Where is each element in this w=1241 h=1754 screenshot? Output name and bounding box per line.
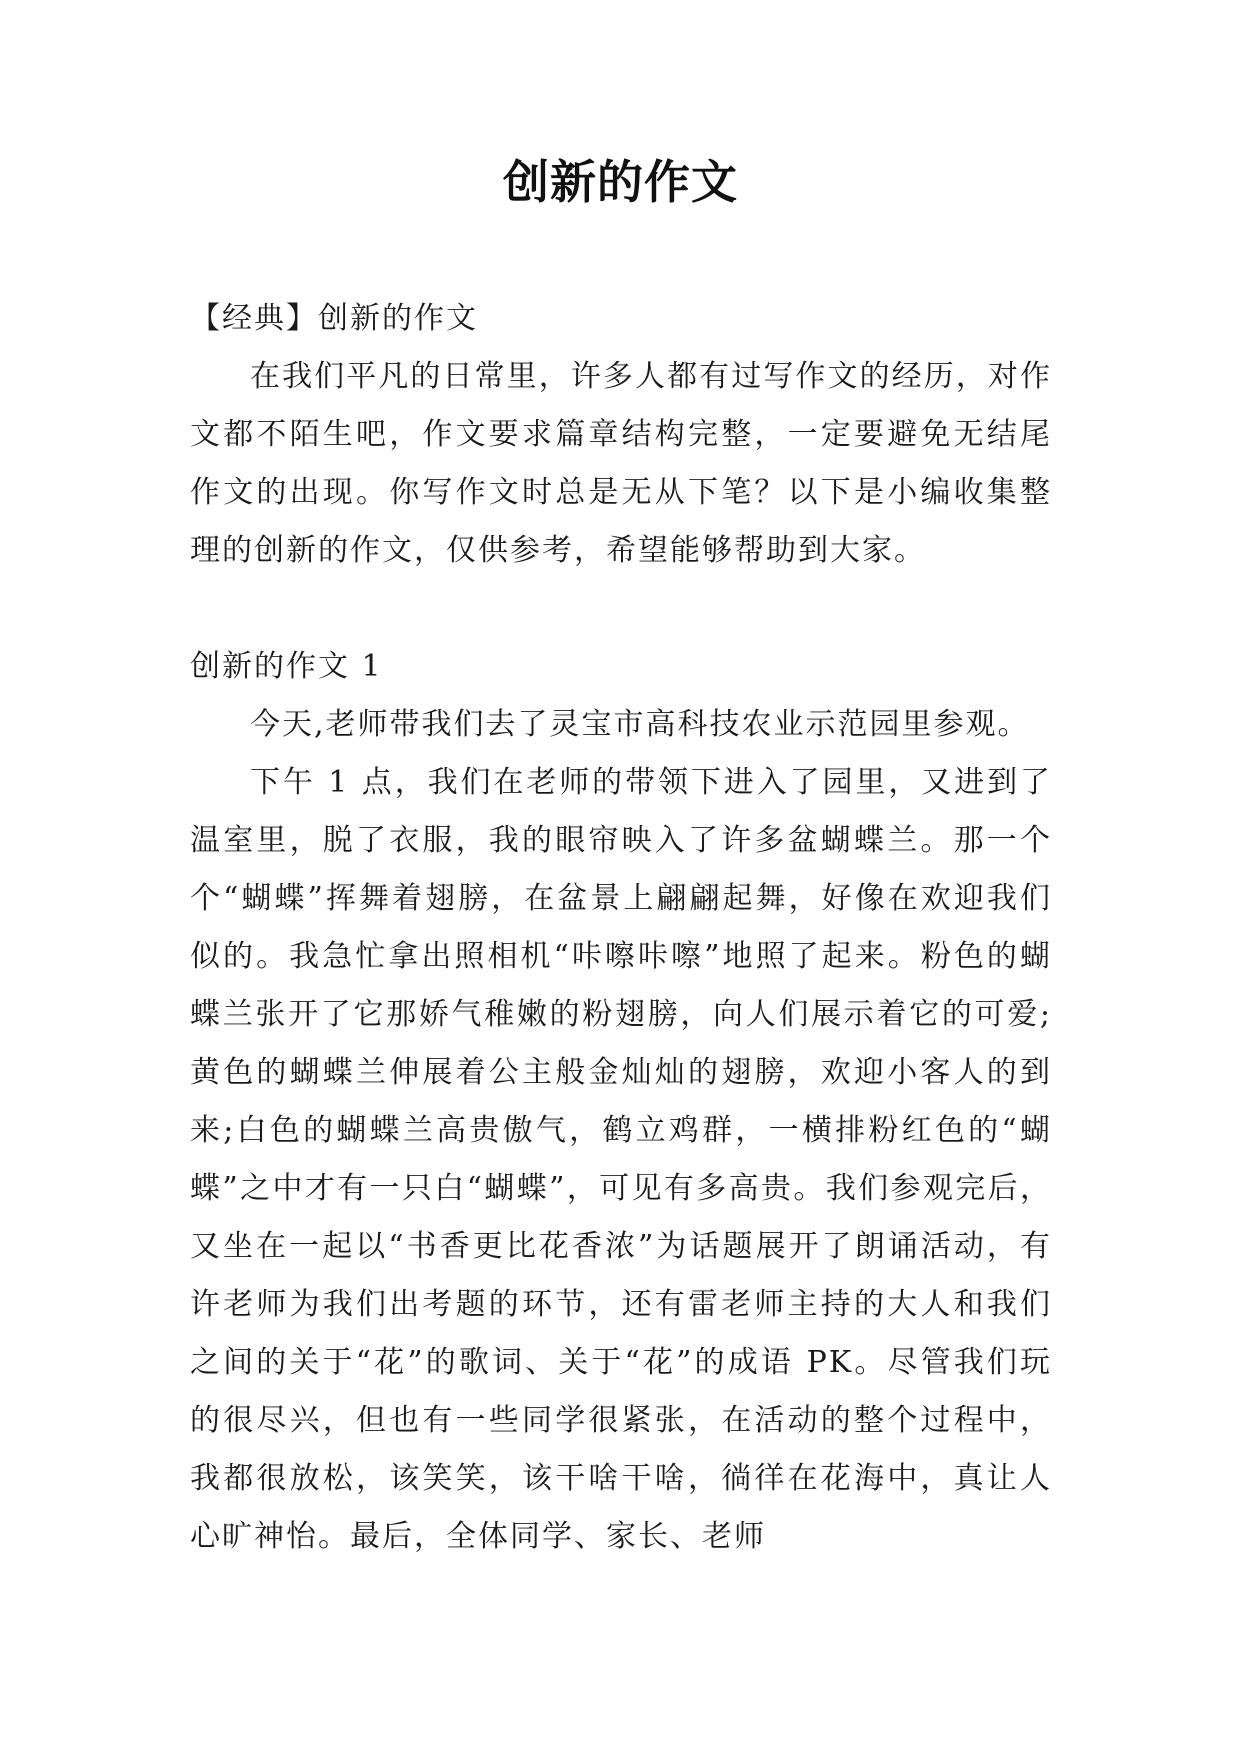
- section-heading: 创新的作文 1: [190, 649, 383, 684]
- body-paragraph-1: 今天,老师带我们去了灵宝市高科技农业示范园里参观。: [250, 707, 1030, 742]
- document-title: 创新的作文: [503, 155, 738, 209]
- intro-heading: 【经典】创新的作文: [190, 301, 478, 336]
- intro-paragraph: 在我们平凡的日常里，许多人都有过写作文的经历，对作文都不陌生吧，作文要求篇章结构完整，一定要避免无结尾作文的出现。你写作文时总是无从下笔？以下是小编收集整理的创新的作文，仅供参考，希望能够帮助到大家。: [190, 359, 1052, 568]
- body-paragraph-2: 下午 1 点，我们在老师的带领下进入了园里，又进到了温室里，脱了衣服，我的眼帘映入了许多盆蝴蝶兰。那一个个“蝴蝶”挥舞着翅膀，在盆景上翩翩起舞，好像在欢迎我们似的。我急忙拿出照相机“咔嚓咔嚓”地照了起来。粉色的蝴蝶兰张开了它那娇气稚嫩的粉翅膀，向人们展示着它的可爱;黄色的蝴蝶兰伸展着公主般金灿灿的翅膀，欢迎小客人的到来;白色的蝴蝶兰高贵傲气，鹤立鸡群，一横排粉红色的“蝴蝶”之中才有一只白“蝴蝶”，可见有多高贵。我们参观完后，又坐在一起以“书香更比花香浓”为话题展开了朗诵活动，有许老师为我们出考题的环节，还有雷老师主持的大人和我们之间的关于“花”的歌词、关于“花”的成语 PK。尽管我们玩的很尽兴，但也有一些同学很紧张，在活动的整个过程中，我都很放松，该笑笑，该干啥干啥，徜徉在花海中，真让人心旷神怡。最后，全体同学、家长、老师: [190, 765, 1052, 1554]
- document-body: [190, 290, 1052, 1566]
- paragraph-spacer: [190, 580, 1052, 638]
